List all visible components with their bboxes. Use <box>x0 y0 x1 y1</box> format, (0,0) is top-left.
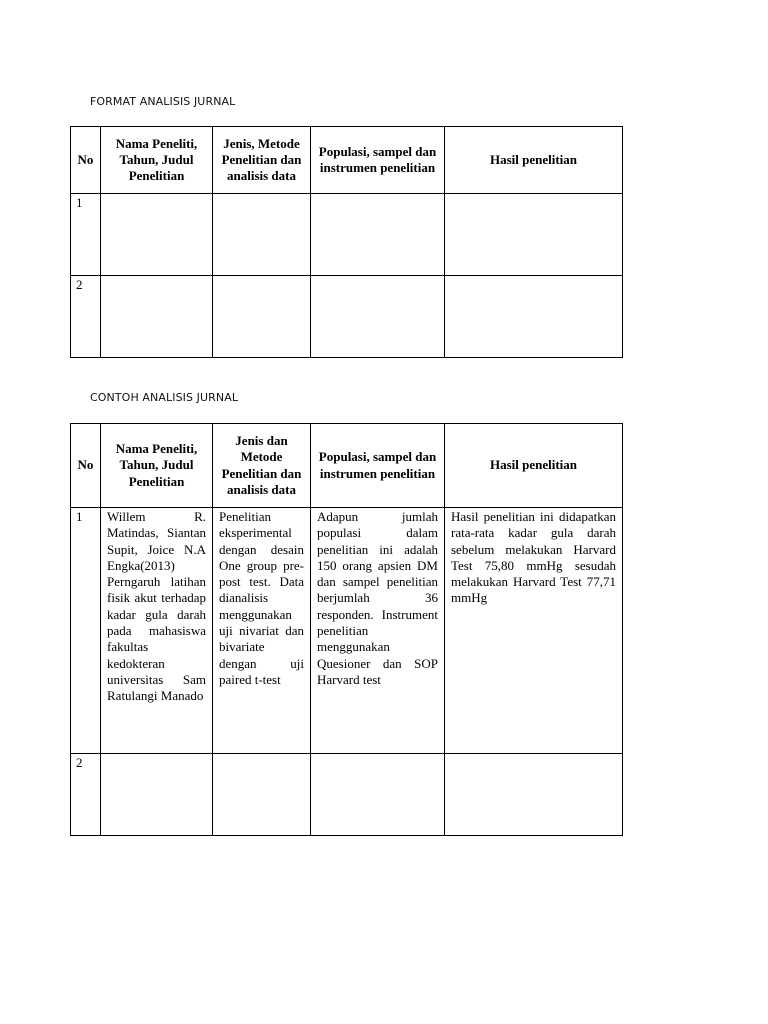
row-number: 1 <box>71 508 101 754</box>
cell-jenis <box>213 194 311 276</box>
cell-populasi: Adapun jumlah populasi dalam penelitian ini adalah 150 orang apsien DM dan sampel penelitian berjumlah 36 responden. Instrument penelitian menggunakan Quesioner dan SOP Harvard test <box>311 508 445 754</box>
table-row <box>71 508 623 754</box>
header-populasi: Populasi, sampel dan instrumen penelitian <box>311 127 445 194</box>
cell-nama <box>101 276 213 358</box>
cell-hasil: Hasil penelitian ini didapatkan rata-rata kadar gula darah sebelum melakukan Harvard Test 75,80 mmHg sesudah melakukan Harvard Test 77,71 mmHg <box>445 508 623 754</box>
table-row <box>71 754 623 836</box>
header-no: No <box>71 127 101 194</box>
format-section-title: FORMAT ANALISIS JURNAL <box>90 95 236 108</box>
table-header-row <box>71 424 623 508</box>
row-number: 1 <box>71 194 101 276</box>
cell-jenis <box>213 754 311 836</box>
header-hasil: Hasil penelitian <box>445 424 623 508</box>
cell-populasi <box>311 194 445 276</box>
contoh-table <box>70 423 623 836</box>
cell-nama: Willem R. Matindas, Siantan Supit, Joice N.A Engka(2013) Perngaruh latihan fisik akut terhadap kadar gula darah pada mahasiswa fakultas kedokteran universitas Sam Ratulangi Manado <box>101 508 213 754</box>
row-number: 2 <box>71 276 101 358</box>
table-header-row <box>71 127 623 194</box>
header-nama-peneliti: Nama Peneliti, Tahun, Judul Penelitian <box>101 424 213 508</box>
header-jenis-metode: Jenis dan Metode Penelitian dan analisis data <box>213 424 311 508</box>
format-table <box>70 126 623 358</box>
cell-hasil <box>445 276 623 358</box>
cell-jenis <box>213 276 311 358</box>
header-jenis-metode: Jenis, Metode Penelitian dan analisis data <box>213 127 311 194</box>
contoh-section-title: CONTOH ANALISIS JURNAL <box>90 391 239 404</box>
header-populasi: Populasi, sampel dan instrumen penelitian <box>311 424 445 508</box>
cell-populasi <box>311 276 445 358</box>
row-number: 2 <box>71 754 101 836</box>
cell-nama <box>101 754 213 836</box>
cell-populasi <box>311 754 445 836</box>
table-row <box>71 276 623 358</box>
cell-jenis: Penelitian eksperimental dengan desain One group pre-post test. Data dianalisis menggunakan uji nivariat dan bivariate dengan uji paired t-test <box>213 508 311 754</box>
cell-hasil <box>445 194 623 276</box>
cell-hasil <box>445 754 623 836</box>
header-no: No <box>71 424 101 508</box>
cell-nama <box>101 194 213 276</box>
table-row <box>71 194 623 276</box>
header-nama-peneliti: Nama Peneliti, Tahun, Judul Penelitian <box>101 127 213 194</box>
header-hasil: Hasil penelitian <box>445 127 623 194</box>
